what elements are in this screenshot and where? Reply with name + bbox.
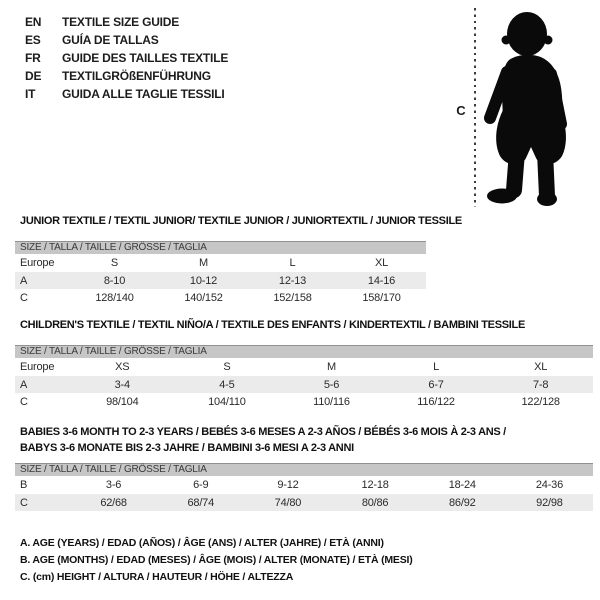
row-label: C: [20, 496, 28, 509]
table-row-age: [15, 272, 426, 289]
value-cell: 24-36: [535, 479, 564, 491]
table-row-height: [15, 494, 593, 511]
value-cell: 18-24: [448, 479, 476, 491]
value-cell: 140/152: [184, 291, 223, 304]
row-label: A: [20, 274, 28, 287]
size-cell: L: [433, 361, 440, 373]
language-code: EN: [25, 15, 42, 29]
section-title-children: [20, 317, 525, 333]
guide-title: GUIDE DES TAILLES TEXTILE: [62, 51, 229, 65]
value-cell: 86/92: [449, 496, 476, 509]
height-measure-label: C: [456, 103, 466, 118]
value-cell: 152/158: [273, 291, 312, 304]
guide-title: GUÍA DE TALLAS: [62, 33, 159, 47]
value-cell: 92/98: [536, 496, 563, 509]
guide-title: TEXTILE SIZE GUIDE: [62, 15, 180, 29]
size-header-bar: SIZE / TALLA / TAILLE / GRÖSSE / TAGLIA: [15, 345, 593, 358]
section-title-line: BABIES 3-6 MONTH TO 2-3 YEARS / BEBÉS 3-6 MESES A 2-3 AÑOS / BÉBÉS 3-6 MOIS À 2-3 ANS /: [20, 426, 506, 438]
table-row-europe: [15, 254, 426, 272]
language-row-it: [25, 85, 228, 103]
toddler-silhouette-icon: [481, 6, 573, 208]
value-cell: 98/104: [106, 395, 139, 408]
language-row-fr: [25, 49, 228, 67]
legend-line-b: B. AGE (MONTHS) / EDAD (MESES) / ÂGE (MOIS) / ALTER (MONATE) / ETÀ (MESI): [20, 554, 413, 566]
legend-line-c: C. (cm) HEIGHT / ALTURA / HAUTEUR / HÖHE / ALTEZZA: [20, 571, 294, 583]
value-cell: 8-10: [103, 274, 126, 287]
value-cell: 3-6: [105, 479, 122, 491]
babies-size-table: [15, 463, 593, 511]
guide-title: TEXTILGRÖßENFÜHRUNG: [62, 69, 211, 83]
value-cell: 116/122: [417, 395, 455, 408]
size-cell: M: [199, 257, 208, 269]
table-rows: [15, 254, 426, 306]
value-cell: 104/110: [208, 395, 246, 408]
junior-size-table: [15, 241, 426, 306]
legend-line-a: A. AGE (YEARS) / EDAD (AÑOS) / ÂGE (ANS) / ALTER (JAHRE) / ETÀ (ANNI): [20, 537, 384, 549]
value-cell: 74/80: [274, 496, 302, 509]
section-title-junior: [20, 213, 462, 229]
row-label: C: [20, 395, 28, 408]
size-cell: M: [327, 361, 336, 373]
size-header-bar: SIZE / TALLA / TAILLE / GRÖSSE / TAGLIA: [15, 241, 426, 254]
table-row-age: [15, 376, 593, 393]
children-size-table: [15, 345, 593, 410]
value-cell: 3-4: [114, 378, 130, 391]
table-row-europe: [15, 358, 593, 376]
measurement-legend: [20, 535, 413, 586]
value-cell: 6-7: [428, 378, 444, 391]
table-row-height: [15, 393, 593, 410]
language-code: IT: [25, 87, 36, 101]
value-cell: 6-9: [193, 479, 209, 491]
section-title-babies: [20, 424, 506, 456]
size-cell: S: [223, 361, 231, 373]
section-title-line: CHILDREN'S TEXTILE / TEXTIL NIÑO/A / TEXTILE DES ENFANTS / KINDERTEXTIL / BAMBINI TESSILE: [20, 319, 525, 331]
language-code: FR: [25, 51, 41, 65]
value-cell: 110/116: [313, 395, 350, 408]
value-cell: 128/140: [95, 291, 134, 304]
size-cell: XL: [534, 361, 548, 373]
language-code: DE: [25, 69, 42, 83]
language-code: ES: [25, 33, 41, 47]
size-cell: L: [289, 257, 296, 269]
value-cell: 4-5: [219, 378, 235, 391]
value-cell: 14-16: [367, 274, 396, 287]
height-measure-dotted-line: [474, 8, 476, 207]
row-label: B: [20, 479, 28, 491]
language-row-en: [25, 13, 228, 31]
size-cell: S: [110, 257, 119, 269]
value-cell: 10-12: [189, 274, 218, 287]
row-label: A: [20, 378, 28, 391]
table-row-height: [15, 289, 426, 306]
row-label: C: [20, 291, 28, 304]
value-cell: 80/86: [361, 496, 389, 509]
guide-title: GUIDA ALLE TAGLIE TESSILI: [62, 87, 225, 101]
value-cell: 158/170: [362, 291, 401, 304]
language-row-es: [25, 31, 228, 49]
value-cell: 62/68: [100, 496, 127, 509]
value-cell: 68/74: [187, 496, 215, 509]
section-title-line: BABYS 3-6 MONATE BIS 2-3 JAHRE / BAMBINI 3-6 MESI A 2-3 ANNI: [20, 442, 354, 454]
size-header-bar: SIZE / TALLA / TAILLE / GRÖSSE / TAGLIA: [15, 463, 593, 476]
section-title-line: JUNIOR TEXTILE / TEXTIL JUNIOR/ TEXTILE JUNIOR / JUNIORTEXTIL / JUNIOR TESSILE: [20, 215, 462, 227]
value-cell: 5-6: [323, 378, 340, 391]
value-cell: 122/128: [521, 395, 560, 408]
value-cell: 7-8: [533, 378, 549, 391]
table-row-age-months: [15, 476, 593, 494]
row-label: Europe: [20, 257, 55, 269]
row-label: Europe: [20, 361, 55, 373]
value-cell: 12-18: [361, 479, 389, 491]
value-cell: 12-13: [278, 274, 307, 287]
table-rows: [15, 476, 593, 511]
table-rows: [15, 358, 593, 410]
language-row-de: [25, 67, 228, 85]
language-title-list: [25, 13, 228, 103]
size-cell: XS: [115, 361, 130, 373]
value-cell: 9-12: [277, 479, 299, 491]
size-cell: XL: [374, 257, 389, 269]
